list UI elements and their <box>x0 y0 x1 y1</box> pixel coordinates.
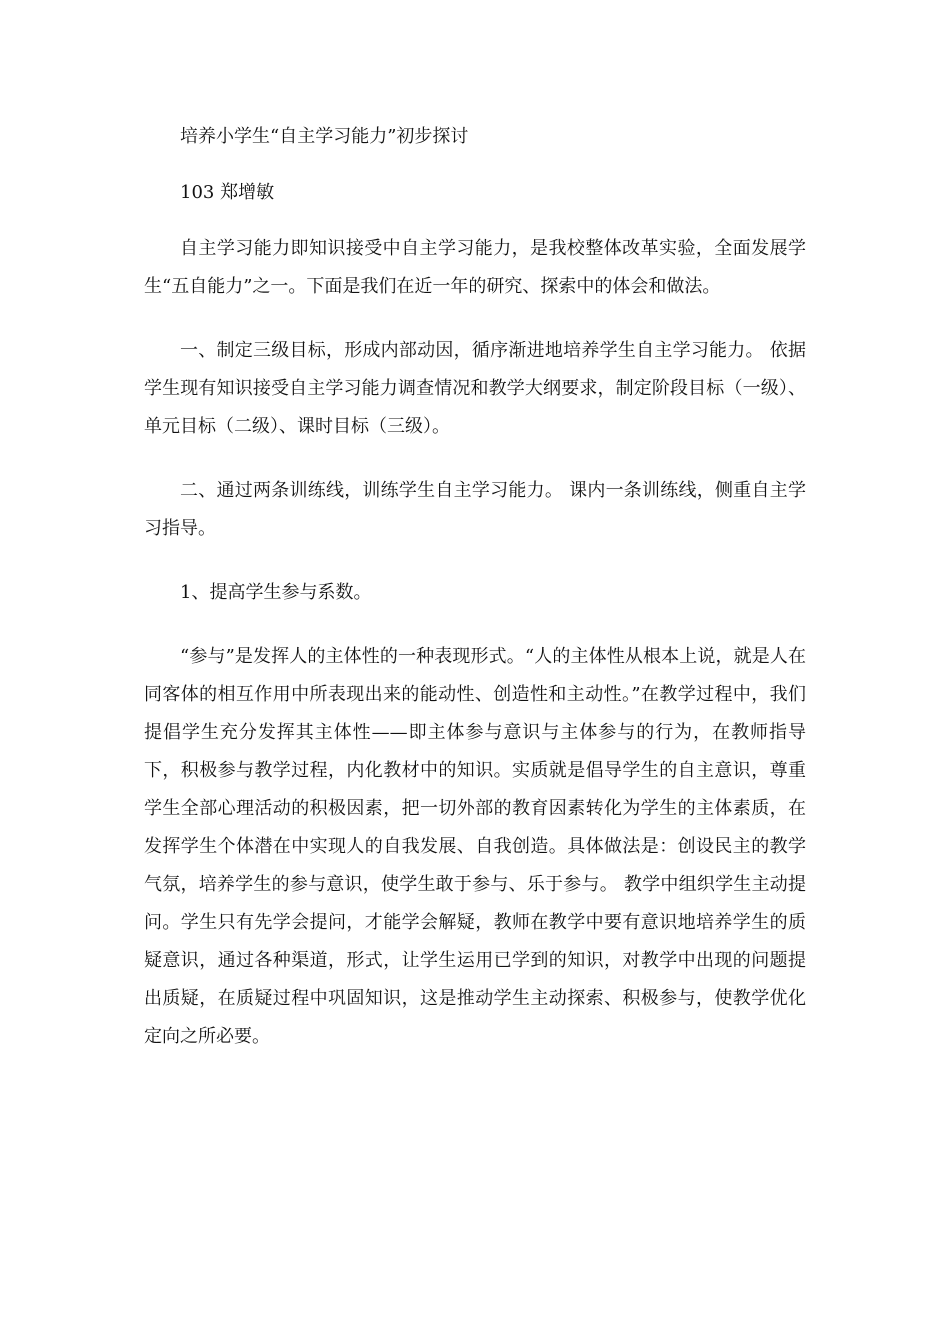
paragraph-participation: “参与”是发挥人的主体性的一种表现形式。“人的主体性从根本上说，就是人在同客体的相互作用中所表现出来的能动性、创造性和主动性。”在教学过程中，我们提倡学生充分发挥其主体性——即主体参与意识与主体参与的行为，在教师指导下，积极参与教学过程，内化教材中的知识。实质就是倡导学生的自主意识，尊重学生全部心理活动的积极因素，把一切外部的教育因素转化为学生的主体素质，在发挥学生个体潜在中实现人的自我发展、自我创造。具体做法是：创设民主的教学气氛，培养学生的参与意识，使学生敢于参与、乐于参与。 教学中组织学生主动提问。学生只有先学会提问，才能学会解疑，教师在教学中要有意识地培养学生的质疑意识，通过各种渠道，形式，让学生运用已学到的知识，对教学中出现的问题提出质疑，在质疑过程中巩固知识，这是推动学生主动探索、积极参与，使教学优化定向之所必要。 <box>144 646 806 1047</box>
paragraph-intro: 自主学习能力即知识接受中自主学习能力，是我校整体改革实验，全面发展学生“五自能力”之一。下面是我们在近一年的研究、探索中的体会和做法。 <box>144 238 806 297</box>
document-title: 培养小学生“自主学习能力”初步探讨 <box>180 126 469 147</box>
paragraph-section-two: 二、通过两条训练线，训练学生自主学习能力。 课内一条训练线，侧重自主学习指导。 <box>144 480 806 539</box>
document-author: 103 郑增敏 <box>180 182 275 203</box>
paragraph-section-one: 一、制定三级目标，形成内部动因，循序渐进地培养学生自主学习能力。 依据学生现有知识接受自主学习能力调查情况和教学大纲要求，制定阶段目标（一级）、单元目标（二级）、课时目标（三级）。 <box>144 340 806 437</box>
document-body <box>144 118 806 1056</box>
paragraph-item-one: 1、提高学生参与系数。 <box>180 582 372 603</box>
